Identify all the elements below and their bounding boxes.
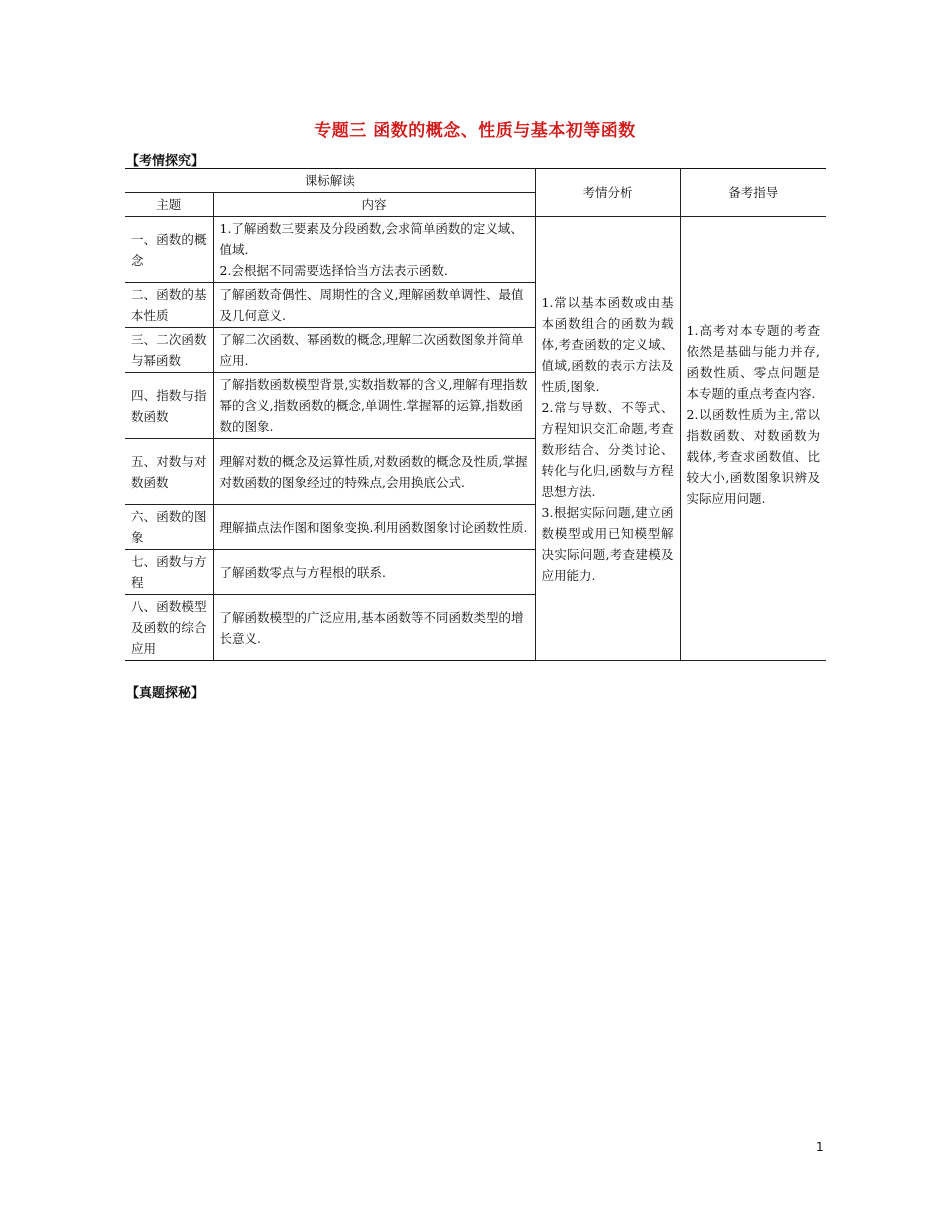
- header-zhuti: 主题: [125, 193, 213, 217]
- table-header-row: [125, 169, 826, 193]
- row-topic: 八、函数模型及函数的综合应用: [125, 595, 213, 661]
- row-content: 了解函数零点与方程根的联系.: [213, 550, 535, 595]
- row-content: 了解函数奇偶性、周期性的含义,理解函数单调性、最值及几何意义.: [213, 283, 535, 328]
- page-number: 1: [816, 1140, 824, 1154]
- row-content: 1.了解函数三要素及分段函数,会求简单函数的定义域、值域. 2.会根据不同需要选择恰当方法表示函数.: [213, 217, 535, 283]
- row-topic: 一、函数的概念: [125, 217, 213, 283]
- row-content: 理解对数的概念及运算性质,对数函数的概念及性质,掌握对数函数的图象经过的特殊点,会用换底公式.: [213, 439, 535, 505]
- page-title: 专题三 函数的概念、性质与基本初等函数: [314, 121, 636, 141]
- row-topic: 三、二次函数与幂函数: [125, 328, 213, 373]
- row-content: 了解二次函数、幂函数的概念,理解二次函数图象并简单应用.: [213, 328, 535, 373]
- table-row: [125, 217, 826, 283]
- row-topic: 四、指数与指数函数: [125, 373, 213, 439]
- section-label-real-questions: 【真题探秘】: [126, 686, 205, 701]
- row-topic: 七、函数与方程: [125, 550, 213, 595]
- row-topic: 二、函数的基本性质: [125, 283, 213, 328]
- analysis-cell: 1.常以基本函数或由基本函数组合的函数为载体,考查函数的定义域、值域,函数的表示方法及性质,图象. 2.常与导数、不等式、方程知识交汇命题,考查数形结合、分类讨论、转化与化归,函数与方程思想方法. 3.根据实际问题,建立函数模型或用已知模型解决实际问题,考查建模及应用能力.: [535, 217, 680, 661]
- header-kaoqing: 考情分析: [535, 169, 680, 217]
- row-content: 了解指数函数模型背景,实数指数幂的含义,理解有理指数幂的含义,指数函数的概念,单调性.掌握幂的运算,指数函数的图象.: [213, 373, 535, 439]
- header-neirong: 内容: [213, 193, 535, 217]
- guidance-cell: 1.高考对本专题的考查依然是基础与能力并存,函数性质、零点问题是本专题的重点考查内容. 2.以函数性质为主,常以指数函数、对数函数为载体,考查求函数值、比较大小,函数图象识辨及实际应用问题.: [680, 217, 826, 661]
- row-content: 理解描点法作图和图象变换.利用函数图象讨论函数性质.: [213, 505, 535, 550]
- header-beikao: 备考指导: [680, 169, 826, 217]
- header-kebiao: 课标解读: [125, 169, 535, 193]
- row-content: 了解函数模型的广泛应用,基本函数等不同函数类型的增长意义.: [213, 595, 535, 661]
- row-topic: 六、函数的图象: [125, 505, 213, 550]
- section-label-exam-analysis: 【考情探究】: [126, 154, 205, 169]
- exam-analysis-table: [125, 168, 826, 661]
- row-topic: 五、对数与对数函数: [125, 439, 213, 505]
